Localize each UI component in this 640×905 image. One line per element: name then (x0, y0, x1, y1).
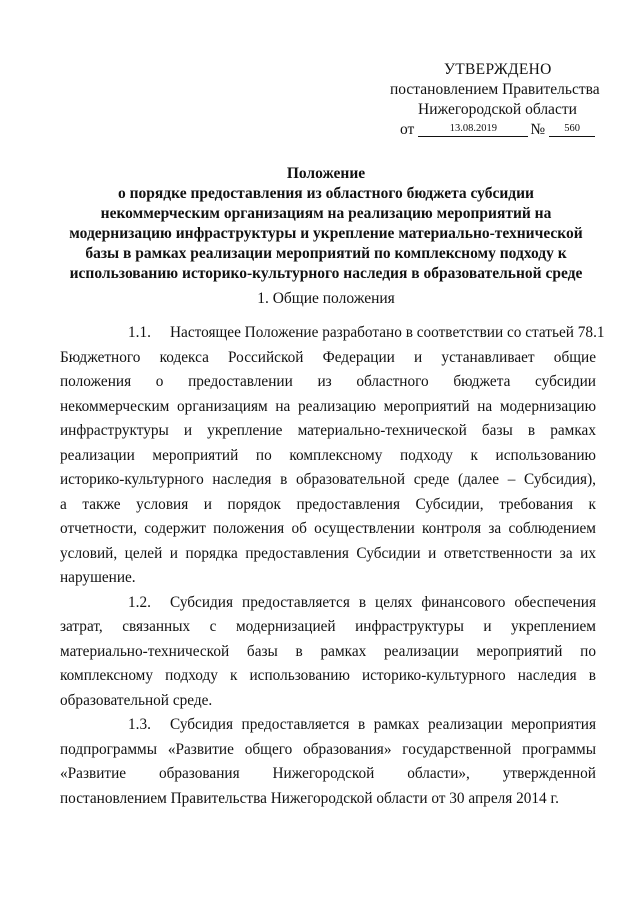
paragraph-text: Субсидия предоставляется в рамках реализации мероприятия (170, 716, 596, 733)
paragraph-number: 1.3. (128, 716, 151, 733)
from-label: от (400, 121, 415, 138)
paragraph-line: историко-культурного наследия в образовательной среде (далее – Субсидия), (60, 471, 596, 488)
paragraph-line: подпрограммы «Развитие общего образования» государственной программы (60, 740, 596, 758)
paragraph-line: «Развитие образования Нижегородской области», утвержденной (60, 765, 596, 782)
paragraph-number: 1.2. (128, 593, 151, 611)
paragraph-line: затрат, связанных с модернизацией инфраструктуры и укреплением (60, 618, 596, 635)
approval-stamp (360, 60, 620, 140)
document-body (60, 321, 605, 811)
number-label: № (530, 121, 546, 138)
title-line: использованию историко-культурного наследия в образовательной среде (69, 265, 583, 282)
title-line: базы в рамках реализации мероприятий по комплексному подходу к (85, 245, 567, 262)
paragraph (60, 321, 605, 591)
paragraph-line: условий, целей и порядка предоставления Субсидии и ответственности за их (60, 544, 596, 562)
section-heading: 1. Общие положения (257, 290, 395, 307)
paragraph-line: а также условия и порядок предоставления Субсидии, требования к (60, 495, 596, 513)
paragraph-line: образовательной среде. (60, 691, 213, 709)
paragraph-line: отчетности, содержит положения об осуществлении контроля за соблюдением (60, 520, 596, 537)
paragraph-line: материально-технической базы в рамках реализации мероприятий по (60, 642, 596, 660)
paragraphs (60, 321, 605, 811)
approval-number: 560 (564, 123, 580, 134)
approval-date-number-line (360, 120, 620, 140)
paragraph (60, 591, 596, 714)
paragraph (60, 713, 596, 811)
paragraph-line: комплексному подходу к использованию историко-культурного наследия в (60, 667, 596, 684)
paragraph-text: Субсидия предоставляется в целях финансового обеспечения (170, 593, 596, 611)
title-line: модернизацию инфраструктуры и укрепление материально-технической (69, 225, 583, 242)
paragraph-line (90, 321, 605, 346)
paragraph-line: положения о предоставлении из областного бюджета субсидии (60, 373, 596, 390)
date-blank (418, 120, 528, 137)
title-line: Положение (286, 165, 366, 182)
title-line: некоммерческим организациям на реализацию мероприятий на (100, 205, 552, 222)
paragraph-line: постановлением Правительства Нижегородской области от 30 апреля 2014 г. (60, 789, 559, 807)
approved-by-line: постановлением Правительства (390, 81, 600, 98)
paragraph-line (90, 713, 596, 738)
approved-label: УТВЕРЖДЕНО (444, 61, 552, 78)
paragraph-line: нарушение. (60, 569, 136, 586)
paragraph-line: реализации мероприятий по комплексному подходу к использованию (60, 446, 596, 464)
paragraph-number: 1.1. (128, 324, 151, 341)
title-line: о порядке предоставления из областного бюджета субсидии (118, 185, 534, 202)
paragraph-line: инфраструктуры и укрепление материально-технической базы в рамках (60, 422, 596, 439)
approved-region-line: Нижегородской области (418, 101, 577, 118)
document-title (60, 164, 592, 284)
paragraph-line: Бюджетного кодекса Российской Федерации и устанавливает общие (60, 348, 596, 366)
paragraph-line (90, 591, 596, 616)
paragraph-line: некоммерческим организациям на реализацию мероприятий на модернизацию (60, 397, 596, 415)
approval-date: 13.08.2019 (449, 123, 497, 134)
paragraph-text: Настоящее Положение разработано в соответствии со статьей 78.1 (170, 324, 605, 341)
number-blank (549, 120, 595, 137)
